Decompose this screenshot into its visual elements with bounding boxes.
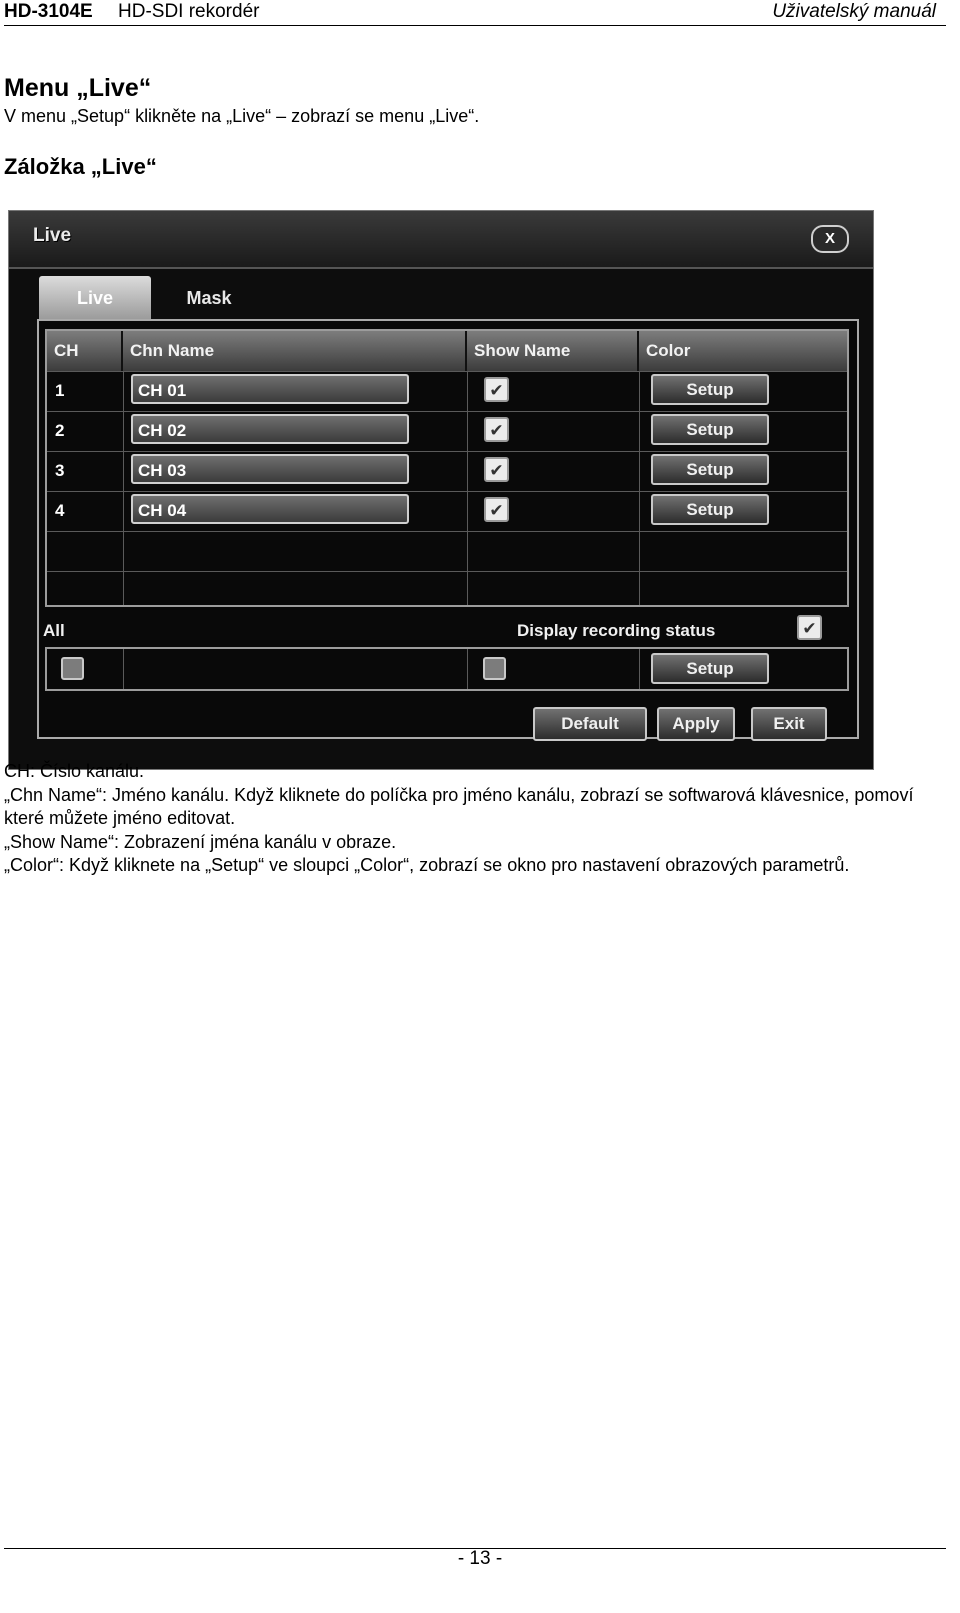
tab-live[interactable]: Live — [39, 276, 151, 320]
window-title: Live — [33, 225, 72, 246]
intro-text: V menu „Setup“ klikněte na „Live“ – zobrazí se menu „Live“. — [4, 106, 480, 126]
description-color: „Color“: Když kliknete na „Setup“ ve sloupci „Color“, zobrazí se okno pro nastavení obrazových parametrů. — [4, 855, 850, 875]
default-button[interactable]: Default — [533, 707, 647, 741]
channel-number: 3 — [55, 461, 65, 480]
apply-button[interactable]: Apply — [657, 707, 735, 741]
column-divider — [639, 371, 640, 605]
page-header — [4, 0, 946, 26]
column-divider — [467, 371, 468, 605]
table-row — [47, 491, 847, 532]
table-row-empty — [47, 571, 847, 612]
column-divider — [123, 649, 124, 689]
show-name-checkbox[interactable]: ✔ — [484, 377, 509, 402]
channel-number: 2 — [55, 421, 65, 440]
channel-name-field[interactable]: CH 03 — [131, 454, 409, 484]
channel-name-field[interactable]: CH 02 — [131, 414, 409, 444]
channel-name-field[interactable]: CH 01 — [131, 374, 409, 404]
model-name: HD-3104E — [4, 1, 93, 22]
color-setup-button[interactable]: Setup — [651, 494, 769, 525]
close-icon[interactable]: X — [811, 225, 849, 253]
all-color-setup-button[interactable]: Setup — [651, 653, 769, 684]
manual-title: Uživatelský manuál — [772, 1, 936, 22]
live-settings-panel — [37, 319, 859, 739]
show-name-checkbox[interactable]: ✔ — [484, 417, 509, 442]
display-recording-status-checkbox[interactable]: ✔ — [797, 615, 822, 640]
description-show-name: „Show Name“: Zobrazení jména kanálu v obraze. — [4, 831, 397, 852]
show-name-checkbox[interactable]: ✔ — [484, 497, 509, 522]
show-name-checkbox[interactable]: ✔ — [484, 457, 509, 482]
color-setup-button[interactable]: Setup — [651, 414, 769, 445]
display-recording-status-label: Display recording status — [517, 621, 716, 640]
description-chn-name: „Chn Name“: Jméno kanálu. Když kliknete do políčka pro jméno kanálu, zobrazí se softwarová klávesnice, pomoví které můžete jméno editovat. — [4, 784, 914, 828]
color-setup-button[interactable]: Setup — [651, 454, 769, 485]
exit-button[interactable]: Exit — [751, 707, 827, 741]
channel-name-field[interactable]: CH 04 — [131, 494, 409, 524]
table-header — [47, 331, 847, 371]
color-setup-button[interactable]: Setup — [651, 374, 769, 405]
table-row — [47, 411, 847, 452]
column-divider — [639, 649, 640, 689]
column-header-show-name: Show Name — [467, 331, 639, 371]
channel-table — [45, 329, 849, 607]
all-channels-row — [45, 647, 849, 691]
subsection-heading: Záložka „Live“ — [4, 154, 157, 179]
channel-number: 1 — [55, 381, 65, 400]
column-header-color: Color — [639, 331, 847, 371]
description-text — [4, 760, 934, 878]
window-title-bar — [9, 211, 873, 269]
live-menu-screenshot — [8, 210, 874, 770]
all-show-name-checkbox[interactable] — [483, 657, 506, 680]
channel-number: 4 — [55, 501, 65, 520]
column-header-chn-name: Chn Name — [123, 331, 467, 371]
all-name-checkbox[interactable] — [61, 657, 84, 680]
column-divider — [467, 649, 468, 689]
tab-mask[interactable]: Mask — [186, 288, 232, 308]
column-divider — [123, 371, 124, 605]
page-number: - 13 - — [457, 1548, 503, 1569]
section-heading: Menu „Live“ — [4, 74, 152, 102]
table-row — [47, 371, 847, 412]
all-label: All — [43, 621, 65, 640]
table-row — [47, 451, 847, 492]
description-ch: CH: Číslo kanálu. — [4, 761, 145, 781]
product-title: HD-SDI rekordér — [118, 1, 260, 22]
table-row-empty — [47, 531, 847, 572]
column-header-ch: CH — [47, 331, 123, 371]
